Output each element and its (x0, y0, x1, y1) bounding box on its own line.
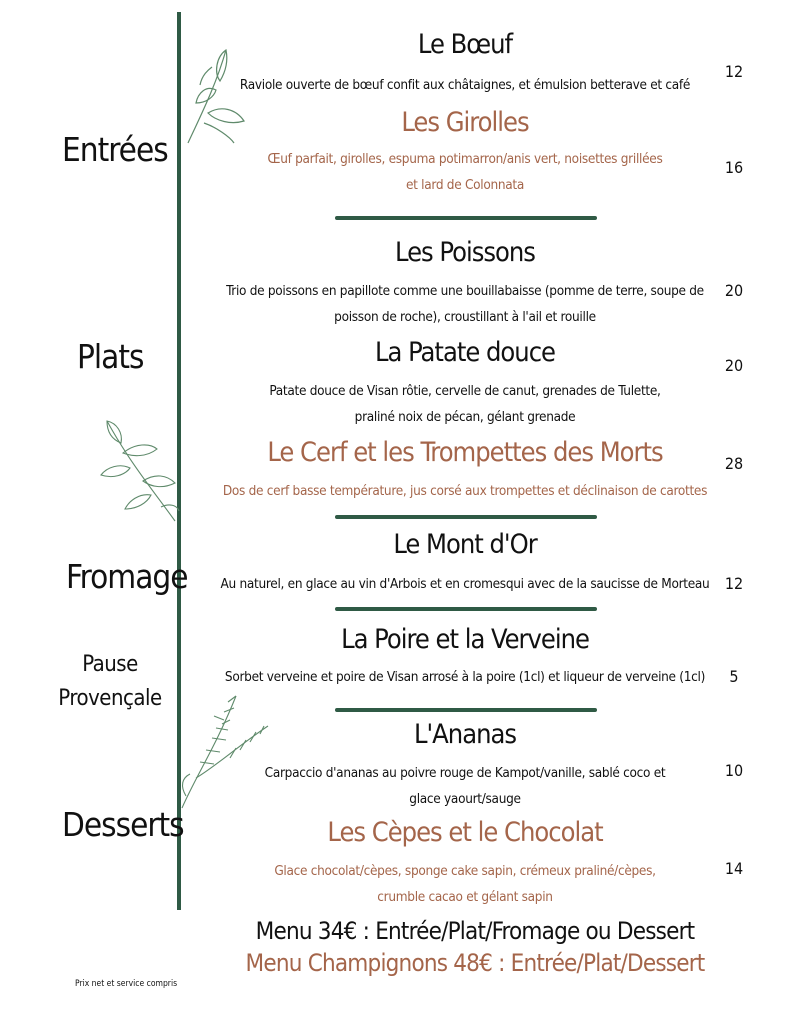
dish-desc-cepes-chocolat (200, 858, 730, 910)
menu-champignons-48: Menu Champignons 48€ : Entrée/Plat/Dessert (245, 949, 705, 977)
dish-desc-ananas (200, 760, 730, 812)
leaf-sprig-icon (95, 413, 180, 523)
dish-title-cerf: Le Cerf et les Trompettes des Morts (267, 437, 663, 468)
dish-desc-boeuf (200, 72, 730, 98)
dish-desc-line: poisson de roche), croustillant à l'ail et rouille (334, 309, 596, 325)
dish-price-cepes-chocolat: 14 (724, 859, 744, 878)
dish-price-patate-douce: 20 (724, 356, 744, 375)
separator-rule (335, 708, 597, 712)
dish-desc-line: Dos de cerf basse température, jus corsé aux trompettes et déclinaison de carottes (222, 483, 708, 499)
dish-desc-line: Œuf parfait, girolles, espuma potimarron/anis vert, noisettes grillées (267, 151, 663, 167)
dish-title-ananas: L'Ananas (413, 719, 517, 750)
dish-price-cerf: 28 (724, 454, 744, 473)
dish-desc-line: Patate douce de Visan rôtie, cervelle de canut, grenades de Tulette, (269, 383, 661, 399)
dish-desc-line: praliné noix de pécan, gélant grenade (354, 409, 576, 425)
menu-34: Menu 34€ : Entrée/Plat/Fromage ou Dessert (255, 917, 695, 945)
dish-price-boeuf: 12 (724, 62, 744, 81)
dish-price-girolles: 16 (724, 158, 744, 177)
section-fromage: Fromage (66, 557, 188, 596)
section-desserts: Desserts (62, 805, 184, 844)
dish-desc-patate-douce (200, 378, 730, 430)
dish-desc-cerf (180, 478, 750, 504)
separator-rule (335, 515, 597, 519)
dish-desc-line: Glace chocolat/cèpes, sponge cake sapin, crémeux praliné/cèpes, (274, 863, 656, 879)
dish-title-poissons: Les Poissons (395, 237, 535, 268)
dish-title-cepes-chocolat: Les Cèpes et le Chocolat (327, 817, 603, 848)
dish-desc-poissons (200, 278, 730, 330)
dish-desc-line: glace yaourt/sauge (409, 791, 521, 807)
dish-price-ananas: 10 (724, 761, 744, 780)
dish-desc-line: Sorbet verveine et poire de Visan arrosé à la poire (1cl) et liqueur de verveine (1cl) (224, 669, 706, 685)
section-plats: Plats (77, 337, 144, 376)
section-pause-line2: Provençale (58, 686, 162, 712)
dish-desc-line: Carpaccio d'ananas au poivre rouge de Kampot/vanille, sablé coco et (264, 765, 666, 781)
dish-price-poissons: 20 (724, 281, 744, 300)
section-pause-line1: Pause (82, 652, 138, 677)
dish-price-poire-verveine: 5 (729, 667, 739, 686)
dish-title-patate-douce: La Patate douce (374, 337, 555, 368)
dish-desc-mont-dor (180, 571, 750, 597)
dish-title-girolles: Les Girolles (401, 107, 529, 138)
dish-desc-line: crumble cacao et gélant sapin (377, 889, 553, 905)
dish-title-mont-dor: Le Mont d'Or (393, 529, 537, 560)
dish-desc-line: Raviole ouverte de bœuf confit aux châtaignes, et émulsion betterave et café (239, 77, 691, 93)
section-entrees: Entrées (62, 130, 168, 169)
dish-price-mont-dor: 12 (724, 574, 744, 593)
dish-desc-poire-verveine (180, 664, 750, 690)
price-footnote: Prix net et service compris (75, 979, 178, 989)
dish-desc-line: Au naturel, en glace au vin d'Arbois et en cromesqui avec de la saucisse de Morteau (220, 576, 710, 592)
dish-title-boeuf: Le Bœuf (417, 29, 513, 60)
dish-desc-line: et lard de Colonnata (405, 177, 525, 193)
section-pause-provencale (50, 648, 170, 716)
dish-desc-line: Trio de poissons en papillote comme une bouillabaisse (pomme de terre, soupe de (226, 283, 704, 299)
separator-rule (335, 607, 597, 611)
dish-desc-girolles (200, 146, 730, 198)
dish-title-poire-verveine: La Poire et la Verveine (341, 624, 589, 655)
separator-rule (335, 216, 597, 220)
